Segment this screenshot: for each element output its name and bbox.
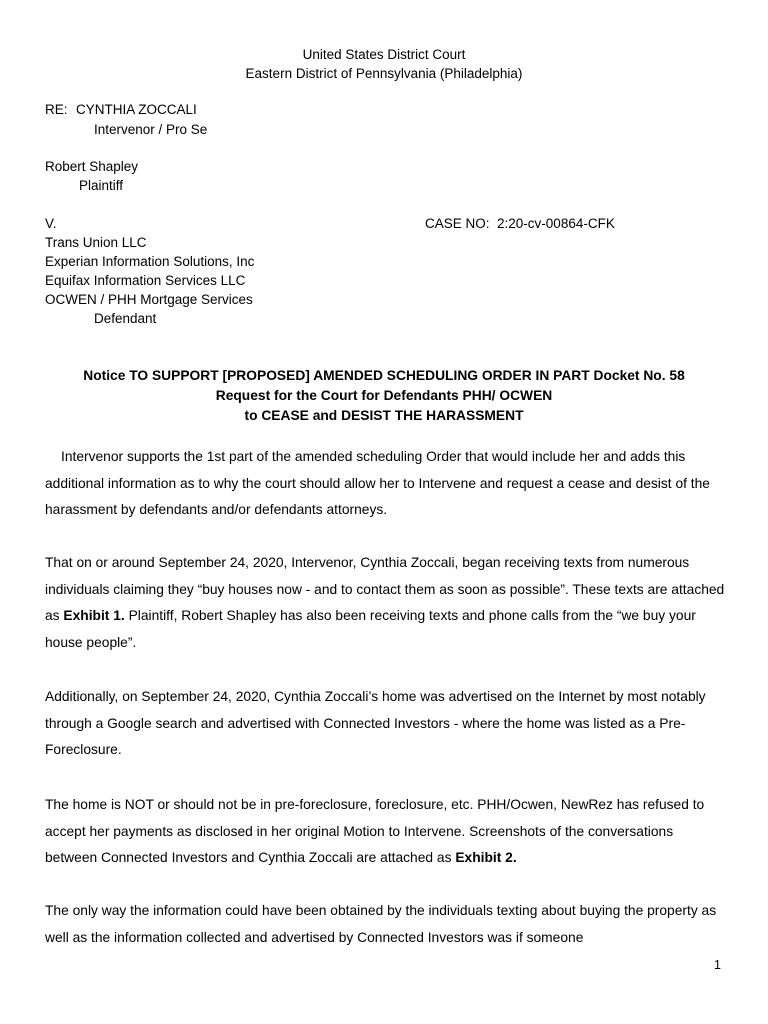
exhibit-1-reference: Exhibit 1.: [63, 608, 125, 623]
body-paragraph-1: Intervenor supports the 1st part of the amended scheduling Order that would include her and adds this additional information as to why the court should allow her to Intervene and request a cease and desist of the harassment by defendants and/or defendants attorneys.: [45, 449, 710, 517]
body-paragraph-5: The only way the information could have been obtained by the individuals texting about buying the property as well as the information collected and advertised by Connected Investors was if someone: [45, 903, 717, 945]
defendant-role: Defendant: [94, 311, 157, 326]
title-line-3: to CEASE and DESIST THE HARASSMENT: [244, 408, 524, 423]
intervenor-name: CYNTHIA ZOCCALI: [76, 102, 197, 117]
paragraph-text: That on or around September 24, 2020, Intervenor, Cynthia Zoccali, began receiving texts from numerous individuals claiming they “buy houses now - and to contact them as soon as possible”. These texts are attached as: [45, 555, 725, 623]
court-district: Eastern District of Pennsylvania (Philadelphia): [245, 66, 523, 81]
page-number: 1: [714, 958, 721, 972]
re-label: RE:: [45, 102, 68, 117]
court-name: United States District Court: [302, 47, 466, 62]
defendant-name: Trans Union LLC: [45, 235, 147, 250]
paragraph-text: Plaintiff, Robert Shapley has also been receiving texts and phone calls from the “we buy your house people”.: [45, 608, 696, 650]
versus-label: V.: [45, 216, 57, 231]
body-paragraph-4: [45, 792, 725, 872]
plaintiff-name: Robert Shapley: [45, 159, 139, 174]
defendant-name: Experian Information Solutions, Inc: [45, 254, 255, 269]
plaintiff-role: Plaintiff: [79, 178, 124, 193]
title-line-1: Notice TO SUPPORT [PROPOSED] AMENDED SCHEDULING ORDER IN PART Docket No. 58: [83, 368, 685, 383]
intervenor-role: Intervenor / Pro Se: [94, 122, 208, 137]
case-number-label: [425, 214, 615, 233]
title-line-2: Request for the Court for Defendants PHH/ OCWEN: [215, 388, 553, 403]
case-number: 2:20-cv-00864-CFK: [497, 216, 615, 231]
paragraph-text: The home is NOT or should not be in pre-foreclosure, foreclosure, etc. PHH/Ocwen, NewRez has refused to accept her payments as disclosed in her original Motion to Intervene. Screenshots of the conversations between Connected Investors and Cynthia Zoccali are attached as: [45, 797, 705, 865]
notice-title: [0, 366, 768, 426]
defendant-name: Equifax Information Services LLC: [45, 273, 246, 288]
defendant-name: OCWEN / PHH Mortgage Services: [45, 292, 253, 307]
body-paragraph-3: Additionally, on September 24, 2020, Cynthia Zoccali’s home was advertised on the Internet by most notably through a Google search and advertised with Connected Investors - where the home was listed as a Pre-Foreclosure.: [45, 689, 706, 757]
case-label: CASE NO:: [425, 216, 490, 231]
court-header: [0, 45, 768, 83]
exhibit-2-reference: Exhibit 2.: [455, 850, 517, 865]
body-paragraph-2: [45, 550, 725, 656]
